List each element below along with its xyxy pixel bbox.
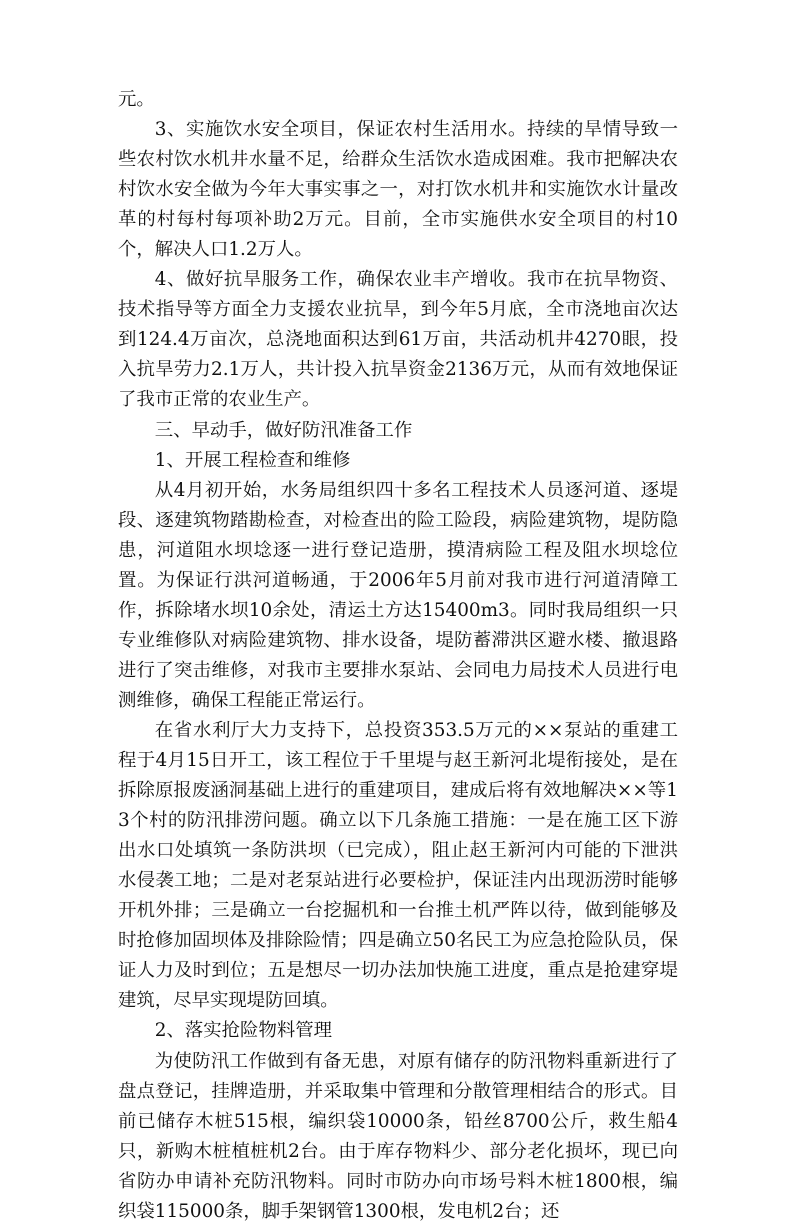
paragraph-drinking-water: 3、实施饮水安全项目，保证农村生活用水。持续的旱情导致一些农村饮水机井水量不足，给群众生活饮水造成困难。我市把解决农村饮水安全做为今年大事实事之一，对打饮水机井和实施饮水计量改革的村每村每项补助2万元。目前，全市实施供水安全项目的村10个，解决人口1.2万人。 xyxy=(118,119,678,261)
paragraph-pump-station: 在省水利厅大力支持下，总投资353.5万元的××泵站的重建工程于4月15日开工，该工程位于千里堤与赵王新河北堤衔接处，是在拆除原报废涵洞基础上进行的重建项目，建成后将有效地解决××等13个村的防汛排涝问题。确立以下几条施工措施：一是在施工区下游出水口处填筑一条防洪坝（已完成），阻止赵王新河内可能的下泄洪水侵袭工地；二是对老泵站进行必要检护，保证洼内出现沥涝时能够开机外排；三是确立一台挖掘机和一台推土机严阵以待，做到能够及时抢修加固坝体及排除险情；四是确立50名民工为应急抢险队员，保证人力及时到位；五是想尽一切办法加快施工进度，重点是抢建穿堤建筑，尽早实现堤防回填。 xyxy=(118,719,678,1012)
paragraph-continuation: 元。 xyxy=(118,89,155,110)
paragraph-materials: 为使防汛工作做到有备无患，对原有储存的防汛物料重新进行了盘点登记，挂牌造册，并采取集中管理和分散管理相结合的形式。目前已储存木桩515根，编织袋10000条，铅丝8700公斤，救生船4只，新购木桩植桩机2台。由于库存物料少、部分老化损坏，现已向省防办申请补充防汛物料。同时市防办向市场号料木桩1800根，编织袋115000条，脚手架钢管1300根，发电机2台；还 xyxy=(118,1050,678,1222)
paragraph-drought-service: 4、做好抗旱服务工作，确保农业丰产增收。我市在抗旱物资、技术指导等方面全力支援农业抗旱，到今年5月底，全市浇地亩次达到124.4万亩次，总浇地面积达到61万亩，共活动机井4270眼，投入抗旱劳力2.1万人，共计投入抗旱资金2136万元，从而有效地保证了我市正常的农业生产。 xyxy=(118,269,678,411)
subheading-materials: 2、落实抢险物料管理 xyxy=(154,1020,333,1042)
document-body xyxy=(118,85,678,1227)
section-heading-flood-prep: 三、早动手，做好防汛准备工作 xyxy=(154,419,413,441)
paragraph-inspection: 从4月初开始，水务局组织四十多名工程技术人员逐河道、逐堤段、逐建筑物踏勘检查，对检查出的险工险段，病险建筑物，堤防隐患，河道阻水坝埝逐一进行登记造册，摸清病险工程及阻水坝埝位置。为保证行洪河道畅通，于2006年5月前对我市进行河道清障工作，拆除堵水坝10余处，清运土方达15400m3。同时我局组织一只专业维修队对病险建筑物、排水设备，堤防蓄滞洪区避水楼、撤退路进行了突击维修，对我市主要排水泵站、会同电力局技术人员进行电测维修，确保工程能正常运行。 xyxy=(118,479,678,711)
subheading-inspection: 1、开展工程检查和维修 xyxy=(154,449,351,471)
